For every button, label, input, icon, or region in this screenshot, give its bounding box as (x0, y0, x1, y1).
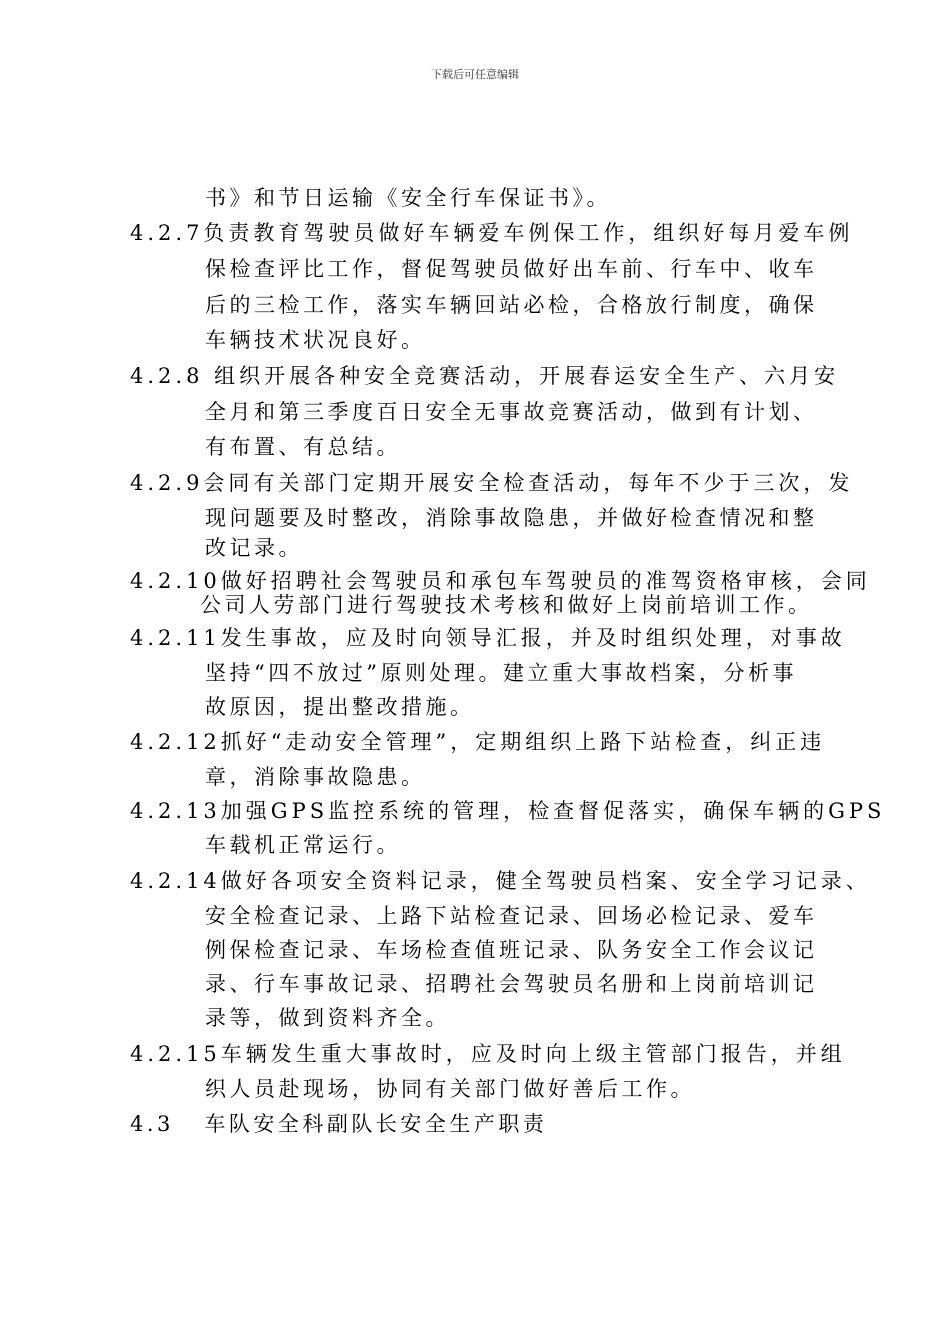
text-line: 录等，做到资料齐全。 (205, 1006, 450, 1030)
text-line: 公司人劳部门进行驾驶技术考核和做好上岗前培训工作。 (200, 593, 813, 617)
text-line: 车辆技术状况良好。 (205, 328, 426, 352)
text-line: 安全检查记录、上路下站检查记录、回场必检记录、爱车 (205, 904, 818, 928)
text-line: 改记录。 (205, 536, 303, 560)
text-line: 有布置、有总结。 (205, 435, 401, 459)
clause-4-2-10: 4.2.10做好招聘社会驾驶员和承包车驾驶员的准驾资格审核，会同 (130, 569, 871, 593)
clause-4-2-12: 4.2.12抓好“走动安全管理”，定期组织上路下站检查，纠正违 (130, 730, 826, 754)
section-heading-4-3: 4.3 车队安全科副队长安全生产职责 (130, 1112, 548, 1136)
text-line: 保检查评比工作，督促驾驶员做好出车前、行车中、收车 (205, 257, 818, 281)
text-line: 坚持“四不放过”原则处理。建立重大事故档案，分析事 (205, 661, 797, 685)
text-line: 车载机正常运行。 (205, 833, 401, 857)
text-line: 章，消除事故隐患。 (205, 765, 426, 789)
text-line: 书》和节日运输《安全行车保证书》。 (205, 186, 611, 210)
text-line: 现问题要及时整改，消除事故隐患，并做好检查情况和整 (205, 506, 818, 530)
clause-4-2-13: 4.2.13加强GPS监控系统的管理，检查督促落实，确保车辆的GPS (130, 799, 886, 823)
text-line: 录、行车事故记录、招聘社会驾驶员名册和上岗前培训记 (205, 972, 818, 996)
clause-4-2-9: 4.2.9会同有关部门定期开展安全检查活动，每年不少于三次，发 (130, 471, 854, 495)
clause-4-2-11: 4.2.11发生事故，应及时向领导汇报，并及时组织处理，对事故 (130, 626, 846, 650)
clause-4-2-15: 4.2.15车辆发生重大事故时，应及时向上级主管部门报告，并组 (130, 1042, 846, 1066)
text-line: 故原因，提出整改措施。 (205, 695, 475, 719)
clause-4-2-7: 4.2.7负责教育驾驶员做好车辆爱车例保工作，组织好每月爱车例 (130, 221, 854, 245)
text-line: 例保检查记录、车场检查值班记录、队务安全工作会议记 (205, 938, 818, 962)
clause-4-2-14: 4.2.14做好各项安全资料记录，健全驾驶员档案、安全学习记录、 (130, 869, 871, 893)
page-header: 下载后可任意编辑 (431, 68, 519, 81)
text-line: 织人员赴现场，协同有关部门做好善后工作。 (205, 1077, 695, 1101)
clause-4-2-8: 4.2.8 组织开展各种安全竞赛活动，开展春运安全生产、六月安 (130, 364, 840, 388)
text-line: 后的三检工作，落实车辆回站必检，合格放行制度，确保 (205, 293, 818, 317)
text-line: 全月和第三季度百日安全无事故竞赛活动，做到有计划、 (205, 400, 818, 424)
